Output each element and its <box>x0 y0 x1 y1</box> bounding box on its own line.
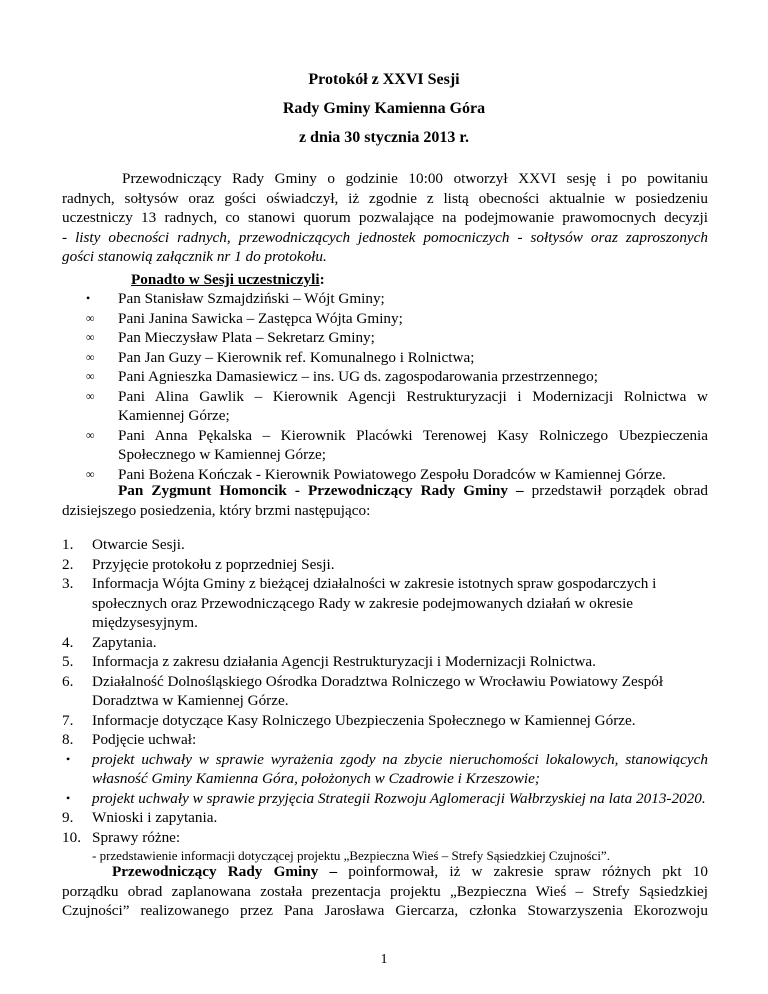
closing-text: poinformował, iż w zakresie spraw różnych pkt 10 <box>337 863 708 880</box>
infinity-bullet-icon: ∞ <box>86 310 95 325</box>
speaker-name: Pan Zygmunt Homoncik - Przewodniczący Rady Gminy – <box>118 482 524 499</box>
participants-header-text: Ponadto w Sesji uczestniczyli <box>131 271 320 288</box>
list-item <box>62 289 708 309</box>
list-item <box>62 789 708 809</box>
title-line-1: Protokół z XXVI Sesji <box>308 71 460 88</box>
infinity-bullet-icon: ∞ <box>86 369 95 383</box>
resolution-text: projekt uchwały w sprawie przyjęcia Strategii Rozwoju Aglomeracji Wałbrzyskiej na lata 2013-2020. <box>92 789 706 807</box>
agenda-text: Informacja z zakresu działania Agencji Restrukturyzacji i Modernizacji Rolnictwa. <box>92 653 596 670</box>
list-item <box>62 652 708 672</box>
title-line-3: z dnia 30 stycznia 2013 r. <box>298 129 470 146</box>
list-item <box>62 309 708 329</box>
agenda-text: Działalność Dolnośląskiego Ośrodka Doradztwa Rolniczego w Wrocławiu Powiatowy Zespół Doradztwa w Kamiennej Górze. <box>92 672 664 709</box>
item-number: 9. <box>62 809 74 826</box>
speaker-name: Przewodniczący Rady Gminy – <box>112 863 338 880</box>
agenda-note: - przedstawienie informacji dotyczącej projektu „Bezpieczna Wieś – Strefy Sąsiedzkiej Czujności”. <box>92 848 610 863</box>
list-item <box>62 555 708 575</box>
item-number: 5. <box>62 653 74 670</box>
list-item <box>62 711 708 731</box>
participant-text: Pani Janina Sawicka – Zastępca Wójta Gminy; <box>118 309 403 327</box>
agenda-text: Otwarcie Sesji. <box>92 536 185 553</box>
agenda-text: Wnioski i zapytania. <box>92 809 218 826</box>
bullet-icon: • <box>86 291 91 305</box>
participant-text: Pan Stanisław Szmajdziński – Wójt Gminy; <box>118 290 385 307</box>
participants-list <box>62 289 708 484</box>
participants-header-colon: : <box>319 271 325 288</box>
item-number: 3. <box>62 575 74 592</box>
list-item <box>62 348 708 368</box>
list-item <box>62 808 708 828</box>
agenda-text: Informacje dotyczące Kasy Rolniczego Ubezpieczenia Społecznego w Kamiennej Górze. <box>92 711 636 729</box>
participant-text: Pani Alina Gawlik – Kierownik Agencji Restrukturyzacji i Modernizacji Rolnictwa w Kamiennej Górze; <box>118 387 708 424</box>
list-item <box>62 535 708 555</box>
list-item <box>62 387 708 426</box>
item-number: 8. <box>62 731 74 748</box>
agenda-intro-paragraph <box>62 481 708 520</box>
agenda-text: Informacja Wójta Gminy z bieżącej działalności w zakresie istotnych spraw gospodarczych i społecznych oraz Przewodniczącego Rady w zakresie podejmowanych działań w okresie międzysesyjnym. <box>92 575 657 631</box>
item-number: 1. <box>62 536 74 553</box>
infinity-bullet-icon: ∞ <box>86 330 95 344</box>
intro-line-3: uczestniczy 13 radnych, co stanowi quorum pozwalające na podejmowanie prawomocnych decyzji <box>62 209 708 226</box>
intro-line-2: radnych, sołtysów oraz gości oświadczył, iż zgodnie z listą obecności aktualnie w posiedzeniu <box>62 189 708 207</box>
item-number: 4. <box>62 633 74 651</box>
agenda-intro-text: przedstawił porządek obrad <box>523 482 708 499</box>
infinity-bullet-icon: ∞ <box>86 466 95 481</box>
item-number: 10. <box>62 828 81 846</box>
intro-line-4: - listy obecności radnych, przewodniczących jednostek pomocniczych - sołtysów oraz zaproszonych <box>62 228 708 246</box>
participant-text: Pan Mieczysław Plata – Sekretarz Gminy; <box>118 329 375 346</box>
closing-line-1 <box>62 862 708 882</box>
agenda-list <box>62 535 708 864</box>
participant-text: Pani Agnieszka Damasiewicz – ins. UG ds. zagospodarowania przestrzennego; <box>118 368 598 385</box>
bullet-icon: • <box>66 790 71 805</box>
participant-text: Pani Bożena Kończak - Kierownik Powiatowego Zespołu Doradców w Kamiennej Górze. <box>118 465 666 483</box>
list-item <box>62 730 708 750</box>
participant-text: Pani Anna Pękalska – Kierownik Placówki Terenowej Kasy Rolniczego Ubezpieczenia Społecznego w Kamiennej Górze; <box>118 426 708 463</box>
resolution-text: projekt uchwały w sprawie wyrażenia zgody na zbycie nieruchomości lokalowych, stanowiących własność Gminy Kamienna Góra, położonych w Czadrowie i Krzeszowie; <box>92 750 708 787</box>
infinity-bullet-icon: ∞ <box>86 388 95 403</box>
agenda-text: Sprawy różne: <box>92 828 181 846</box>
list-item <box>62 367 708 387</box>
item-number: 7. <box>62 711 74 729</box>
item-number: 2. <box>62 555 74 573</box>
closing-paragraph <box>62 862 708 921</box>
agenda-intro-line-1 <box>62 481 708 501</box>
agenda-text: Zapytania. <box>92 633 157 651</box>
closing-line-3: Czujności” realizowanego przez Pana Jarosława Giercarza, członka Stowarzyszenia Ekorozwoju <box>62 902 708 919</box>
list-item <box>62 574 708 633</box>
agenda-intro-line-2: dzisiejszego posiedzenia, który brzmi następująco: <box>62 501 371 519</box>
list-item <box>62 828 708 848</box>
list-item <box>62 750 708 789</box>
page-number: 1 <box>380 952 388 967</box>
list-item <box>62 633 708 653</box>
title-line-2: Rady Gminy Kamienna Góra <box>282 100 486 117</box>
list-item <box>62 672 708 711</box>
list-item <box>62 426 708 465</box>
infinity-bullet-icon: ∞ <box>86 349 95 364</box>
item-number: 6. <box>62 672 74 690</box>
infinity-bullet-icon: ∞ <box>86 427 95 442</box>
agenda-text: Podjęcie uchwał: <box>92 731 197 748</box>
intro-line-1: Przewodniczący Rady Gminy o godzinie 10:00 otworzył XXVI sesję i po powitaniu <box>122 170 708 187</box>
closing-line-2: porządku obrad zaplanowana została prezentacja projektu „Bezpieczna Wieś – Strefy Sąsiedzkiej <box>62 882 708 900</box>
participants-header <box>131 270 531 290</box>
intro-line-5: gości stanowią załącznik nr 1 do protokołu. <box>62 248 327 265</box>
participant-text: Pan Jan Guzy – Kierownik ref. Komunalnego i Rolnictwa; <box>118 348 475 366</box>
agenda-text: Przyjęcie protokołu z poprzedniej Sesji. <box>92 555 335 573</box>
intro-paragraph <box>62 169 708 267</box>
list-item <box>62 328 708 348</box>
bullet-icon: • <box>66 751 71 766</box>
